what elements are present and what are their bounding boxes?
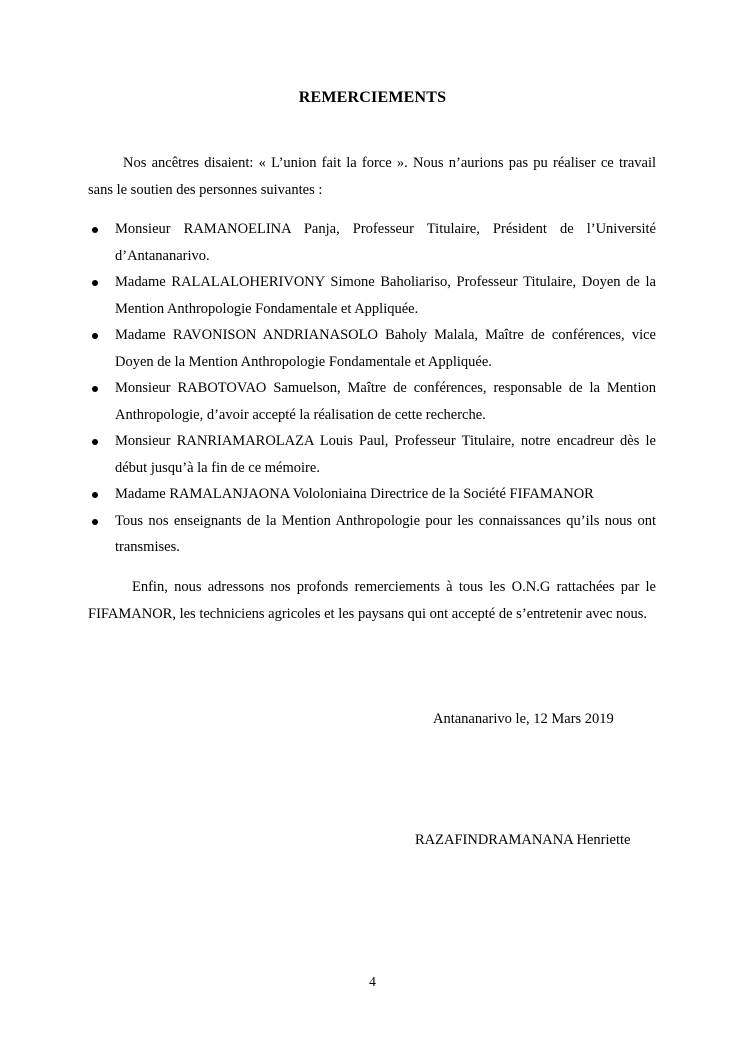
list-item-text: Monsieur RANRIAMAROLAZA Louis Paul, Professeur Titulaire, notre encadreur dès le début jusqu’à la fin de ce mémoire. — [115, 433, 656, 476]
place-date: Antananarivo le, 12 Mars 2019 — [433, 711, 614, 727]
bullet-icon — [92, 280, 98, 286]
list-item — [88, 481, 656, 508]
signature: RAZAFINDRAMANANA Henriette — [415, 832, 631, 848]
bullet-icon — [92, 227, 98, 233]
list-item — [88, 428, 656, 481]
list-item-text: Monsieur RABOTOVAO Samuelson, Maître de conférences, responsable de la Mention Anthropologie, d’avoir accepté la réalisation de cette recherche. — [115, 380, 656, 423]
list-item-text: Madame RAMALANJAONA Vololoniaina Directrice de la Société FIFAMANOR — [115, 486, 594, 502]
bullet-icon — [92, 333, 98, 339]
page-number: 4 — [369, 974, 376, 989]
list-item-text: Tous nos enseignants de la Mention Anthropologie pour les connaissances qu’ils nous ont transmises. — [115, 512, 656, 555]
list-item — [88, 216, 656, 269]
list-item — [88, 322, 656, 375]
list-item-text: Monsieur RAMANOELINA Panja, Professeur Titulaire, Président de l’Université d’Antananarivo. — [115, 221, 656, 264]
bullet-icon — [92, 386, 98, 392]
page-title: REMERCIEMENTS — [298, 89, 447, 106]
list-item-text: Madame RALALALOHERIVONY Simone Baholiariso, Professeur Titulaire, Doyen de la Mention Anthropologie Fondamentale et Appliquée. — [115, 274, 656, 317]
intro-paragraph: Nos ancêtres disaient: « L’union fait la force ». Nous n’aurions pas pu réaliser ce travail sans le soutien des personnes suivantes : — [88, 155, 656, 198]
list-item — [88, 375, 656, 428]
bullet-icon — [92, 492, 98, 498]
closing-paragraph: Enfin, nous adressons nos profonds remerciements à tous les O.N.G rattachées par le FIFAMANOR, les techniciens agricoles et les paysans qui ont accepté de s’entretenir avec nous. — [88, 579, 656, 622]
bullet-icon — [92, 519, 98, 525]
list-item-text: Madame RAVONISON ANDRIANASOLO Baholy Malala, Maître de conférences, vice Doyen de la Mention Anthropologie Fondamentale et Appliquée. — [115, 327, 656, 370]
list-item — [88, 508, 656, 561]
acknowledgement-list — [88, 216, 656, 561]
list-item — [88, 269, 656, 322]
bullet-icon — [92, 439, 98, 445]
